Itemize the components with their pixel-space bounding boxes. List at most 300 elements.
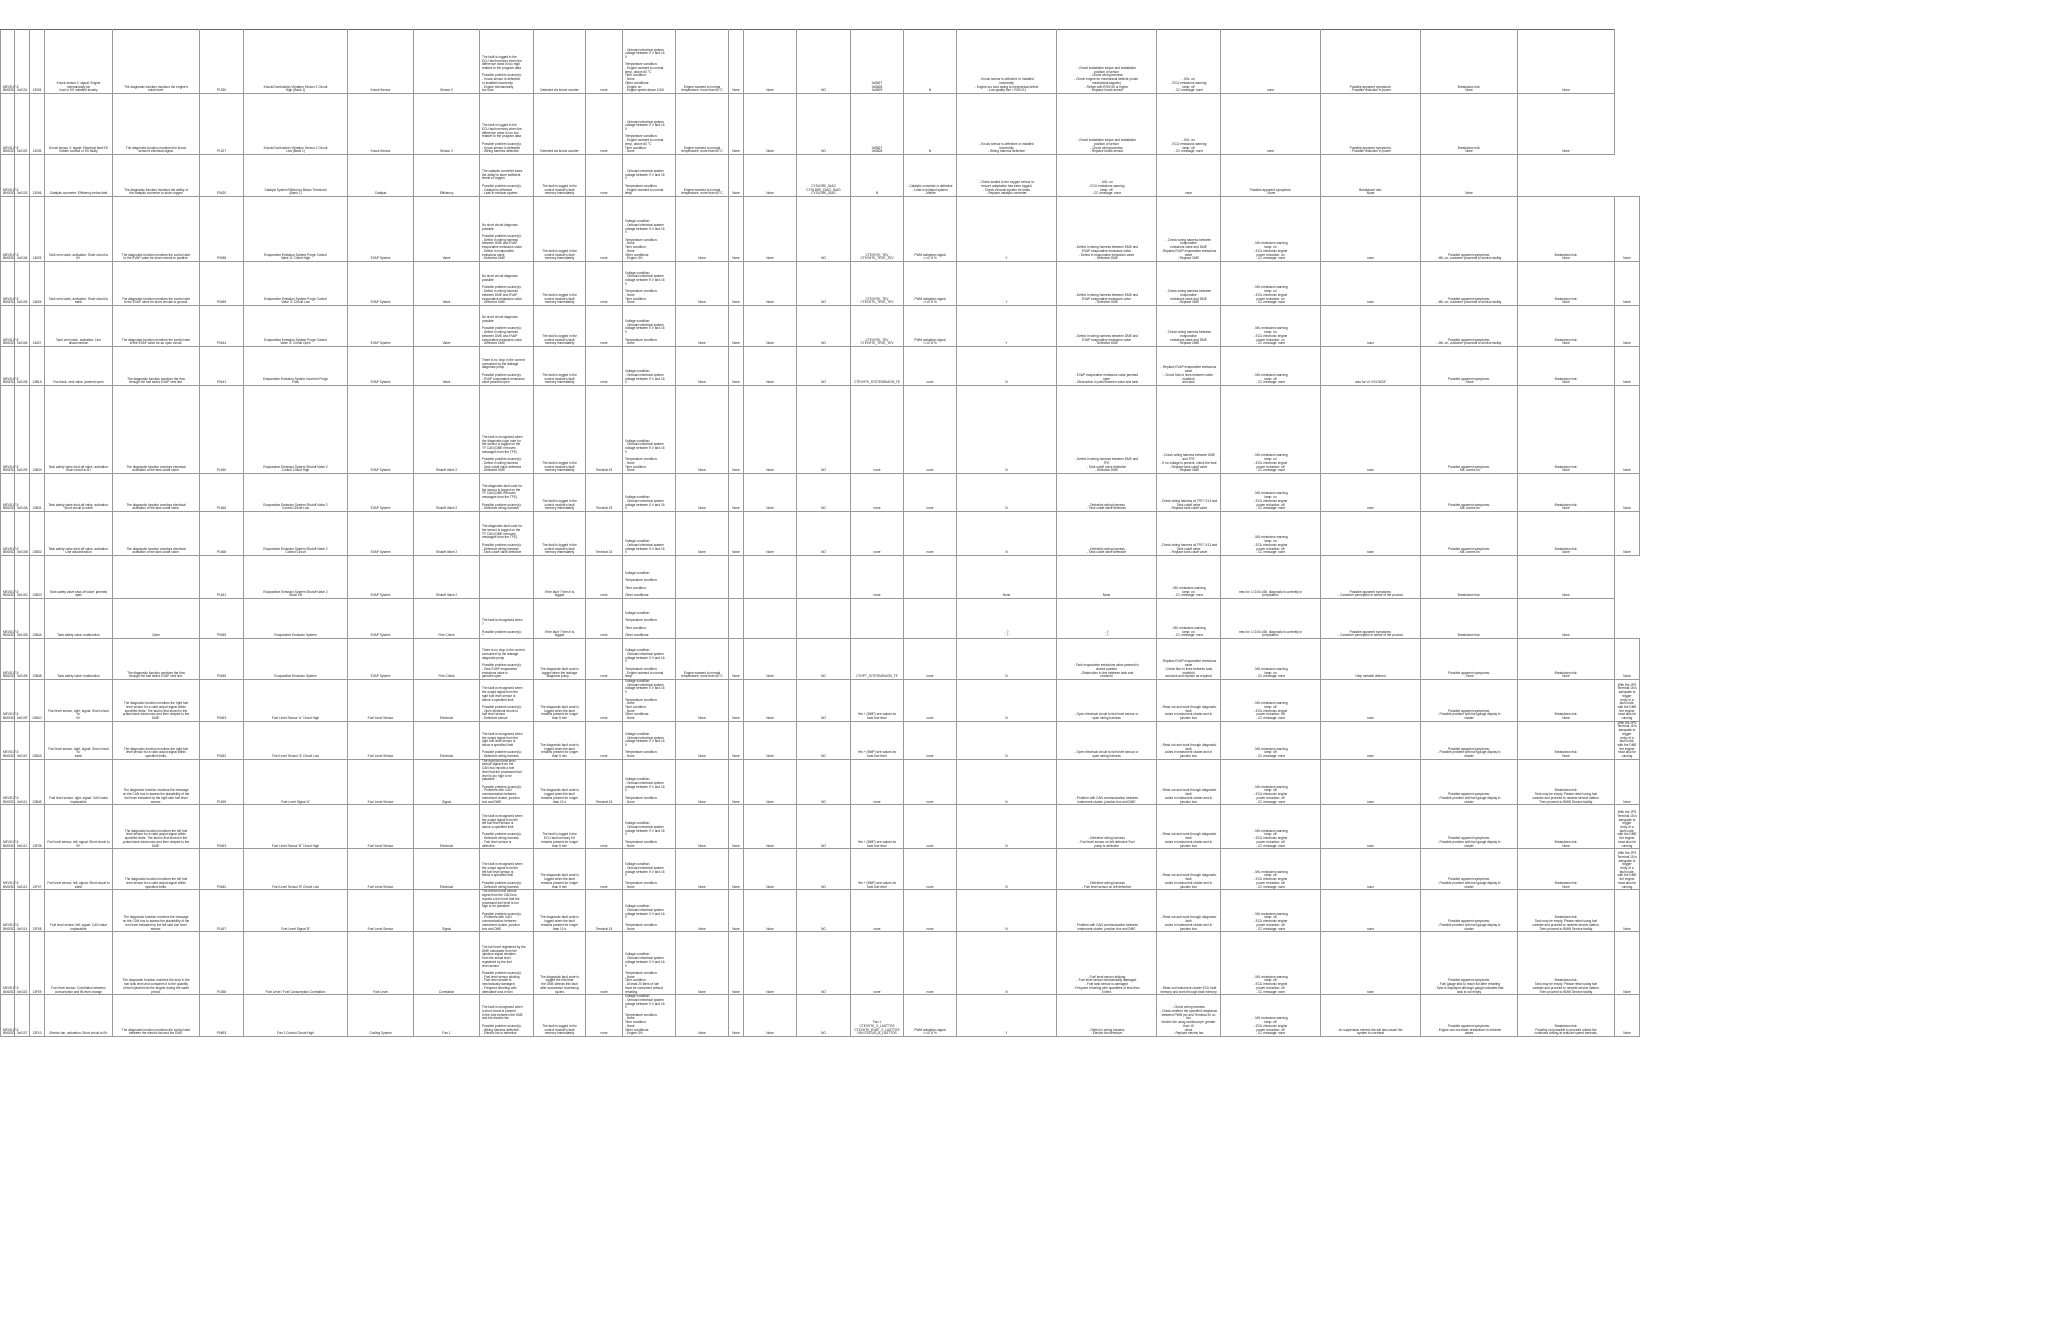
table-cell[interactable]: 13626 (30, 262, 45, 306)
table-cell[interactable]: - Tank evaporative emissions valve jammed in closed position - Obstruction in line between tank and manifold (1057, 639, 1157, 680)
table-cell[interactable]: 13F08 (30, 890, 45, 932)
table-cell[interactable]: 0x0103 (15, 155, 30, 197)
table-cell[interactable]: The fault is logged in the control module's fault memory immediately (534, 262, 586, 306)
table-cell[interactable]: 0x0112 (15, 805, 30, 849)
table-cell[interactable]: Voltage condition: - Onboard electrical system voltage between 9 V and 16 V Temperature condition: - None (623, 805, 676, 849)
table-cell[interactable]: The diagnostic function monitors the engine's noise level. (113, 30, 200, 94)
table-cell[interactable]: - Knock sensor is defective or installed incorrectly - Wiring harness defective (957, 94, 1057, 155)
table-cell[interactable]: None (1615, 639, 1640, 680)
table-cell[interactable]: The fault is logged in the control module's fault memory immediately (534, 474, 586, 512)
table-cell[interactable]: P1450 (200, 386, 244, 474)
table-cell[interactable]: None (1518, 94, 1615, 155)
table-cell[interactable]: With the JPS Terminal 15 is adequate to trigger entry of a fault code, with the DME the engine must also be running (1615, 849, 1640, 890)
table-cell[interactable]: The diagnostic fault code is logged when the fault remains present for longer than 5 min (534, 721, 586, 759)
table-cell[interactable]: P1466 (200, 474, 244, 512)
table-cell[interactable]: - MIL: on - ECU emissions warning lamp: off - CC message: none (1157, 94, 1221, 155)
table-cell[interactable]: 13B4E (30, 759, 45, 804)
table-cell[interactable] (729, 599, 744, 639)
table-cell[interactable]: NO (797, 94, 851, 155)
table-cell[interactable]: The fault is recognized when a short circuit is present in the wire between the DME and the electric fan Possible problem source(s): - Wiring harness defective - Electric fan is defective (480, 995, 534, 1037)
table-cell[interactable]: EVAP System (348, 262, 414, 306)
table-cell[interactable]: If the fault ? then it is logged (534, 599, 586, 639)
table-cell[interactable]: Fuel Level Signal 'A' (244, 759, 348, 804)
table-cell[interactable]: none (904, 932, 957, 995)
table-cell[interactable]: none (1221, 94, 1321, 155)
table-cell[interactable]: PWM activation signal >=47.8 % (904, 995, 957, 1037)
table-cell[interactable]: - Defect in wiring harness between DME and TFE - Tank cutoff valve defective - Defective DME (1057, 386, 1157, 474)
table-cell[interactable]: Voltage condition: - Onboard electrical system voltage between 9 V and 16 V Temperature condition: - None Time condition: - None (623, 386, 676, 474)
table-cell[interactable]: none (851, 556, 904, 599)
table-cell[interactable]: Possible apparent symptoms: - MIL comes on (1421, 474, 1518, 512)
table-cell[interactable]: NO (797, 197, 851, 262)
table-cell[interactable]: none (1321, 197, 1421, 262)
table-cell[interactable]: None (1615, 759, 1640, 804)
table-cell[interactable]: 13005 (30, 94, 45, 155)
table-cell[interactable]: - ? - ? (957, 599, 1057, 639)
table-cell[interactable]: Engine warmed to normal temperature, more than 60°C (676, 155, 729, 197)
table-cell[interactable]: None (1615, 890, 1640, 932)
table-cell[interactable]: Correlation (414, 932, 480, 995)
table-cell[interactable]: N (957, 347, 1057, 386)
table-cell[interactable]: none (586, 599, 623, 639)
table-cell[interactable]: - Check wiring harness at TFE? X13 and Tank cutoff valve - Replace tank cutoff valve (1157, 474, 1221, 512)
table-cell[interactable]: none (851, 932, 904, 995)
table-cell[interactable]: None (744, 262, 797, 306)
table-cell[interactable]: 0x0111 (15, 759, 30, 804)
table-cell[interactable]: Y (957, 262, 1057, 306)
table-cell[interactable]: Breakdown risk: None (1421, 94, 1518, 155)
table-cell[interactable]: Voltage condition: - Onboard electrical system voltage between 9 V and 16 V Temperature condition: - Engine warmed to normal temp (623, 639, 676, 680)
table-cell[interactable]: - Defective wiring harness - Fuel level sensor on left defective Fuel pump is defective (1057, 805, 1157, 849)
table-cell[interactable]: None (1615, 995, 1640, 1037)
table-cell[interactable]: 0x0110 (15, 721, 30, 759)
table-cell[interactable]: Voltage condition: - Onboard electrical system voltage between 9 V and 16 V (623, 474, 676, 512)
table-cell[interactable]: Fuel Level (348, 932, 414, 995)
table-cell[interactable]: CTEVHTK_TEV CTEVHTK_TEVE_TEV (851, 306, 904, 347)
table-cell[interactable]: Shutoff Valve 2 (414, 386, 480, 474)
table-cell[interactable]: - MIL emissions warning lamp: on - ECU electronic engine power reduction: off - CC message: none (1221, 386, 1321, 474)
table-cell[interactable]: 13B4C (30, 680, 45, 722)
table-cell[interactable]: - Defect in wiring harness between DME and EVAP evaporative emissions valve - Defective DME (1057, 262, 1157, 306)
table-cell[interactable]: P0459 (200, 262, 244, 306)
table-cell[interactable]: 13F07 (30, 849, 45, 890)
table-cell[interactable]: 0x0108 (15, 347, 30, 386)
table-cell[interactable]: The diagnostic function monitors the left fuel level sensor for a valid output signal within specified limits. The fault is first stored in the protect tank electronics and then relayed to the DME. (113, 805, 200, 849)
table-cell[interactable]: - MIL emissions warning lamp: off - CC message: none (1221, 347, 1321, 386)
table-cell[interactable]: No short circuit diagnosis possible Possible problem source(s): - Defect in wiring harness between DME and EVAP evaporative emissions valve - Defective DME (480, 306, 534, 347)
table-cell[interactable]: NO (797, 932, 851, 995)
table-cell[interactable]: Breakdown risk: None (1518, 680, 1615, 722)
table-cell[interactable]: - Read out and work through diagnostic fault codes in instrument cluster and in junction box (1157, 805, 1221, 849)
table-cell[interactable]: Knock Sensor (348, 30, 414, 94)
table-cell[interactable]: None (729, 512, 744, 556)
table-cell[interactable]: Possible apparent symptoms: - Possible problem with fuel gauge display in cluster (1421, 890, 1518, 932)
table-cell[interactable]: Possible apparent symptoms: - Possible reduction in power (1321, 30, 1421, 94)
table-cell[interactable]: The diagnostic fault code is logged when the fault remains present for longer than 10 s (534, 890, 586, 932)
table-cell[interactable]: The fault is logged in the control module's fault memory immediately (534, 197, 586, 262)
table-cell[interactable]: Voltage condition: Temperature condition: Time condition: Other conditions: (623, 599, 676, 639)
table-cell[interactable]: Yes + (BMP) see values for tank fuel level (851, 721, 904, 759)
table-cell[interactable]: None (744, 306, 797, 347)
table-cell[interactable]: None (729, 347, 744, 386)
table-cell[interactable]: Fine Check (414, 639, 480, 680)
table-cell[interactable] (480, 556, 534, 599)
table-cell[interactable]: The fault is recognized when the output signal from the right fuel level sensor is below a specified limit Possible problem source(s): - Defective wiring harness (480, 721, 534, 759)
table-cell[interactable]: N (957, 721, 1057, 759)
table-cell[interactable]: - Check wiring harness between evaporative emissions valve and DME - Replace DME (1157, 262, 1221, 306)
table-cell[interactable]: Breakdown risk: Tank may be empty. Please refuel using fuel canister and proceed to nearest service station. Then proceed to BMW Service facility. (1518, 890, 1615, 932)
table-cell[interactable]: Evaporative Emission System (244, 599, 348, 639)
table-cell[interactable]: 13627 (30, 306, 45, 347)
table-cell[interactable]: None (729, 890, 744, 932)
table-cell[interactable]: None (1615, 512, 1640, 556)
table-cell[interactable]: NO (797, 306, 851, 347)
table-cell[interactable]: None (729, 474, 744, 512)
table-cell[interactable]: none (1321, 306, 1421, 347)
table-cell[interactable]: - MIL emissions warning lamp: off - ECU electronic engine power reduction: off - CC message: none (1221, 759, 1321, 804)
table-cell[interactable]: none (1321, 849, 1421, 890)
table-cell[interactable]: Possible apparent symptoms: - Possible problem with fuel gauge display in cluster (1421, 680, 1518, 722)
table-cell[interactable]: None (676, 474, 729, 512)
table-cell[interactable]: 0x0115 (15, 932, 30, 995)
table-cell[interactable]: - Defective wiring harness - Tank cutoff valve defective (1057, 474, 1157, 512)
table-cell[interactable]: None (744, 94, 797, 155)
table-cell[interactable]: Possible apparent symptoms: - Customer perception in sense of the product (1321, 556, 1421, 599)
table-cell[interactable]: new for 1.10.00.450, diagnosis is currently in preparation (1221, 599, 1321, 639)
table-cell[interactable]: None (676, 805, 729, 849)
table-cell[interactable]: The diagnostic fault code for the sensor is logged on the TF CAN (DME removes messages from the TFE) Possible problem source(s): - Defective wiring harness (480, 474, 534, 512)
table-cell[interactable]: Fuel level sensor, left, signal: Short circuit to earth (45, 849, 113, 890)
table-cell[interactable]: The fuel level registered by the DME calculated from the injection signal deviates from the actual level registered by the fuel level sensor Possible problem source(s): - Fuel level sensor sticking - Fuel level sender is mechanically damaged - Frequent refueling with detectable loss in fuel (480, 932, 534, 995)
table-cell[interactable]: NO (797, 262, 851, 306)
table-cell[interactable]: None (744, 386, 797, 474)
table-cell[interactable]: - Defect in wiring harness between DME and EVAP evaporative emissions valve - Defect in evaporative emissions valve - Defective DME (1057, 197, 1157, 262)
table-cell[interactable]: Breakdown risk: None (1518, 805, 1615, 849)
table-cell[interactable]: none (851, 890, 904, 932)
table-cell[interactable]: Possible apparent symptoms: - Possible problem with fuel gauge display in cluster (1421, 849, 1518, 890)
table-cell[interactable]: Fuel Level Sensor 'A' Circuit Low (244, 721, 348, 759)
table-cell[interactable]: EVAP System (348, 474, 414, 512)
table-cell[interactable]: Detected via knock counter (534, 94, 586, 155)
table-cell[interactable]: Breakdown risk: None (1518, 347, 1615, 386)
table-cell[interactable]: None (729, 30, 744, 94)
table-cell[interactable]: Possible apparent symptoms: - MIL on, customer proceeds to service facility (1421, 306, 1518, 347)
table-cell[interactable]: none (904, 512, 957, 556)
table-cell[interactable]: The fault is recognized when ? Possible problem source(s): ? (480, 599, 534, 639)
table-cell[interactable]: None (729, 759, 744, 804)
table-cell[interactable]: Engine warmed to normal temperature, more than 60°C (676, 30, 729, 94)
table-cell[interactable]: - EVAP evaporative emissions valve jammed open - Obstruction in path between valve and tank (1057, 347, 1157, 386)
table-cell[interactable]: none (904, 805, 957, 849)
table-cell[interactable]: Breakdown risk: Tank may be empty. Please refuel using fuel canister and proceed to nearest service station. Then proceed to BMW Service facility. (1518, 932, 1615, 995)
table-cell[interactable]: Voltage condition: - Onboard electrical system voltage between 9 V and 16 V Temperature condition: - None Time condition: - None (623, 262, 676, 306)
table-cell[interactable]: 13004 (30, 30, 45, 94)
table-cell[interactable]: Engine warmed to normal temperature, more than 60°C (676, 94, 729, 155)
table-cell[interactable]: - MIL: on - ECU emissions warning lamp: off - CC message: none (1157, 30, 1221, 94)
table-cell[interactable]: CTEVHTK_TEV CTEVHTK_TEVE_TEV (851, 197, 904, 262)
table-cell[interactable]: No short circuit diagnosis possible Possible problem source(s): - Defect in wiring harness between DME and EVAP evaporative emissions valve - Defective DME (480, 262, 534, 306)
table-cell[interactable]: None (1518, 556, 1615, 599)
table-cell[interactable]: none (1157, 155, 1221, 197)
table-cell[interactable]: Breakdown risk: (1421, 556, 1518, 599)
table-cell[interactable]: MEVD17.5 BMGSD (1, 262, 15, 306)
table-cell[interactable]: The diagnostic function monitors the flow through the fuel tank's EVAP vent line. (113, 347, 200, 386)
table-cell[interactable]: Possible apparent symptoms: - Possible reduction in power (1321, 94, 1421, 155)
table-cell[interactable]: NO (797, 890, 851, 932)
table-cell[interactable]: The left fuel level sensor signal from the CAN bus reports a fuel level that the processed fuel level is too high to be plausible Possible problem source(s): - Problems with CAN communication between instrument cluster, junction box and DME (480, 890, 534, 932)
table-cell[interactable]: Signal (414, 759, 480, 804)
table-cell[interactable]: NO (797, 805, 851, 849)
table-cell[interactable]: With the JPS Terminal 15 is adequate to trigger entry of a fault code, with the DME the engine must also be running (1615, 805, 1640, 849)
table-cell[interactable]: Y (957, 197, 1057, 262)
table-cell[interactable]: P1468 (200, 512, 244, 556)
table-cell[interactable]: EVAP System (348, 599, 414, 639)
table-cell[interactable]: Knock/Combustion Vibration Sensor 2 Circuit High (Bank 1) (244, 30, 348, 94)
table-cell[interactable]: Electric fan, activation: Short circuit to B+ (45, 995, 113, 1037)
table-cell[interactable] (797, 599, 851, 639)
table-cell[interactable]: 13F10 (30, 995, 45, 1037)
table-cell[interactable]: The fault is logged in the ECU fault memory when the difference noise is too low relative to the program data Possible problem source(s): - Knock sensor is defective - Wiring harness defective (480, 94, 534, 155)
table-cell[interactable]: Tank safety valve shut-off valve: jammed open (45, 556, 113, 599)
table-cell[interactable]: - Check wiring harness - Check whether the specified resistance between PWM pin and Terminal 30 on fan electric fan using oscilloscope; greater than 15 ohms - Replace electric fan (1157, 995, 1221, 1037)
table-cell[interactable]: none (586, 94, 623, 155)
table-cell[interactable]: The diagnostic function monitors the flow through the fuel tank's EVAP vent line. (113, 639, 200, 680)
table-cell[interactable]: Tank vent valve, activation: Line disconnection (45, 306, 113, 347)
table-cell[interactable]: Tank vent valve, activation: Short circuit to earth (45, 262, 113, 306)
table-cell[interactable]: Fuel Level Sensor 'B' Circuit High (244, 805, 348, 849)
table-cell[interactable]: None (744, 932, 797, 995)
table-cell[interactable]: Fuel level sensor, left, signal: Short circuit to B+ (45, 805, 113, 849)
table-cell[interactable]: Evaporative Emission System Shutoff Valve 2 Stuck Off (244, 556, 348, 599)
table-cell[interactable]: 0x0109 (15, 386, 30, 474)
table-cell[interactable]: None (729, 849, 744, 890)
table-cell[interactable]: 0x0102 (15, 94, 30, 155)
table-cell[interactable]: None (744, 680, 797, 722)
table-cell[interactable]: NO (797, 512, 851, 556)
table-cell[interactable]: P0441 (200, 347, 244, 386)
table-cell[interactable]: None (729, 262, 744, 306)
table-cell[interactable]: Fuel level sensor, right, signal: Short circuit to B+ (45, 680, 113, 722)
table-cell[interactable]: 0x010B (15, 512, 30, 556)
table-cell[interactable]: Breakdown risk: Tank may be empty. Please refuel using fuel canister and proceed to nearest service station. Then proceed to BMW Service facility. (1518, 759, 1615, 804)
table-cell[interactable]: There is no drop in the current consumed by the leakage diagnosis pump Possible problem source(s): - Tank EVAP evaporative emissions valve is jammed open (480, 639, 534, 680)
table-cell[interactable]: - Open electrical circuit to fuel level sensor or open wiring harness (1057, 721, 1157, 759)
table-cell[interactable]: The catalytic converter loses the ability to store sufficient levels of oxygen Possible problem source(s): - Catalyst is defective - Leak in exhaust system (480, 155, 534, 197)
table-cell[interactable]: none (851, 759, 904, 804)
table-cell[interactable]: 0x010D (15, 599, 30, 639)
table-cell[interactable]: None (1615, 306, 1640, 347)
table-cell[interactable]: N (904, 94, 957, 155)
table-cell[interactable]: CYSLDRK_DIAG CYSLDRK_DIAG_DIAG CYSLDRK_DIAG (797, 155, 851, 197)
table-cell[interactable]: Fuel Level Signal 'B' (244, 890, 348, 932)
table-cell[interactable]: 0x0106 (15, 306, 30, 347)
table-cell[interactable]: MEVD17.5 BMGSD (1, 639, 15, 680)
table-cell[interactable]: Evaporative Emission System (244, 639, 348, 680)
table-cell[interactable]: With the JPS Terminal 15 is adequate to trigger entry of a fault code, with the DME the engine must also be running (1615, 721, 1640, 759)
table-cell[interactable]: MEVD17.5 BMGSD (1, 932, 15, 995)
table-cell[interactable]: 13625 (30, 197, 45, 262)
table-cell[interactable]: - Open electrical circuit to fuel level sensor or open wiring harness (1057, 680, 1157, 722)
table-cell[interactable]: P0462 (200, 721, 244, 759)
table-cell[interactable]: - Fuel level sensor sticking - Fuel level sensor mechanically damaged - Fuel tank sensor is damaged - Frequent refueling with quantities of less than 5 liters (1057, 932, 1157, 995)
table-cell[interactable]: Terminal 15 (586, 474, 623, 512)
table-cell[interactable]: The diagnostic function monitors electrical activation of the tank cutoff valve. (113, 474, 200, 512)
table-cell[interactable]: The diagnostic function monitors the control wire to the EVAP valve for short circuits to ground. (113, 262, 200, 306)
table-cell[interactable]: None (957, 556, 1057, 599)
table-cell[interactable]: The diagnostic function monitors the control wire between the electric fan and the DME. (113, 995, 200, 1037)
table-cell[interactable]: PWM activation signal >=47.8 % (904, 262, 957, 306)
table-cell[interactable]: none (1321, 932, 1421, 995)
table-cell[interactable]: P1327 (200, 94, 244, 155)
table-cell[interactable]: 0x0107 (15, 995, 30, 1037)
table-cell[interactable]: N (957, 639, 1057, 680)
table-cell[interactable]: - MIL emissions warning lamp: on - ECU electronic engine power reduction: on - CC message: none (1221, 197, 1321, 262)
table-cell[interactable]: none (586, 155, 623, 197)
table-cell[interactable]: Fuel Level / Fuel Consumption Correlation (244, 932, 348, 995)
table-cell[interactable]: Breakdown risk: Possibly not possible to proceed unless the continued driving at reduced speed intervals. (1518, 995, 1615, 1037)
table-cell[interactable]: 13B4B (30, 639, 45, 680)
table-cell[interactable]: MEVD17.5 BMGSD (1, 556, 15, 599)
table-cell[interactable]: The fault is logged in the ECU fault memory if it remains present for longer than 5 min (534, 805, 586, 849)
table-cell[interactable]: Fuel Level Sensor (348, 721, 414, 759)
table-cell[interactable]: - MIL emissions warning lamp: off - ECU electronic engine power reduction: off - CC message: none (1221, 680, 1321, 722)
table-cell[interactable]: - Defect in wiring harness between DME and EVAP evaporative emissions valve - Defective DME (1057, 306, 1157, 347)
table-cell[interactable]: Voltage condition: - Onboard electrical system voltage between 9 V and 16 V Temperature condition: - None Time condition: - None Other conditions: - Engine ON (623, 197, 676, 262)
table-cell[interactable]: 0x010E (15, 639, 30, 680)
table-cell[interactable]: None (676, 197, 729, 262)
table-cell[interactable]: Tank safety valve shut-off valve, activation: Short circuit to earth (45, 474, 113, 512)
table-cell[interactable]: CTEVHTK_SYSTEMDIAGN_TE (851, 347, 904, 386)
table-cell[interactable] (676, 556, 729, 599)
table-cell[interactable]: - Replace EVAP evaporative emissions valve - Check flow in lines between valve, manifold and tank (1157, 347, 1221, 386)
table-cell[interactable]: - MIL emissions warning lamp: off - ECU electronic engine power reduction: off - CC message: none (1221, 805, 1321, 849)
table-cell[interactable]: Evaporative Emission System Purge Control Valve 'A' Circuit Low (244, 262, 348, 306)
table-cell[interactable]: - MIL emissions warning lamp: off - ECU electronic engine power reduction: off - CC message: none (1221, 890, 1321, 932)
table-cell[interactable]: None (744, 639, 797, 680)
table-cell[interactable]: Tank safety valve: malfunction (45, 639, 113, 680)
table-cell[interactable]: CTHPT_SYSTEMDIAGN_TE (851, 639, 904, 680)
table-cell[interactable]: Fuel Level Sensor (348, 890, 414, 932)
table-cell[interactable]: 0x5827 0x5828 0x5829 (851, 30, 904, 94)
table-cell[interactable]: P0455 (200, 639, 244, 680)
table-cell[interactable]: - MIL emissions warning lamp: on - CC message: none (1157, 599, 1221, 639)
table-cell[interactable]: none (904, 759, 957, 804)
table-cell[interactable]: none (586, 721, 623, 759)
table-cell[interactable] (744, 556, 797, 599)
table-cell[interactable]: - Read out and work through diagnostic fault codes in instrument cluster and in junction box (1157, 890, 1221, 932)
table-cell[interactable]: none (1221, 30, 1321, 94)
table-cell[interactable]: none (904, 474, 957, 512)
table-cell[interactable] (797, 556, 851, 599)
table-cell[interactable]: The fault is logged in the control module's fault memory immediately (534, 386, 586, 474)
table-cell[interactable]: The diagnostic fault code is logged when the fault remains present for longer than 5 min (534, 680, 586, 722)
table-cell[interactable]: Valve (414, 262, 480, 306)
table-cell[interactable]: With the JPS Terminal 15 is adequate to trigger entry of a fault code, with the DME the engine must also be running (1615, 680, 1640, 722)
table-cell[interactable]: Fuel Level Sensor (348, 680, 414, 722)
table-cell[interactable] (113, 556, 200, 599)
table-cell[interactable]: - Defective wiring harness - Fuel level sensor on left defective (1057, 849, 1157, 890)
table-cell[interactable]: MEVD17.5 BMGSD (1, 474, 15, 512)
table-cell[interactable]: Fuel tank, vent valve: jammed open (45, 347, 113, 386)
table-cell[interactable]: MEVD17.5 BMGSD (1, 306, 15, 347)
table-cell[interactable]: The diagnostic fault code is logged when the fault remains present for longer than 10 s (534, 759, 586, 804)
table-cell[interactable]: none (904, 890, 957, 932)
table-cell[interactable]: MEVD17.5 BMGSD (1, 890, 15, 932)
table-cell[interactable]: 0x0105 (15, 262, 30, 306)
table-cell[interactable]: Possible apparent symptoms: - Possible problem with fuel gauge display in cluster (1421, 721, 1518, 759)
table-cell[interactable]: Sensor 2 (414, 94, 480, 155)
table-cell[interactable]: none (1321, 512, 1421, 556)
table-cell[interactable]: The fault is recognized when the output signal from the left fuel level sensor is below a specified limit Possible problem source(s): - Defective wiring harness (480, 849, 534, 890)
table-cell[interactable]: MEVD17.5 BMGSD (1, 347, 15, 386)
table-cell[interactable]: MEVD17.5 BMGSD (1, 386, 15, 474)
table-cell[interactable]: Electrical (414, 721, 480, 759)
table-cell[interactable]: Voltage condition: - Onboard electrical system voltage between 9 V and 16 V Temperature condition: - None (623, 306, 676, 347)
table-cell[interactable]: Yes + (BMP) see values for tank fuel level (851, 680, 904, 722)
table-cell[interactable]: The fault is logged in the control module's fault memory immediately (534, 155, 586, 197)
table-cell[interactable]: EVAP System (348, 639, 414, 680)
table-cell[interactable]: The diagnostic fault code for the sensor is logged on the TF CAN (DME removes messages from the TFE) Possible problem source(s): - Defective wiring harness - Tank cutoff valve defective (480, 512, 534, 556)
table-cell[interactable]: None (729, 805, 744, 849)
table-cell[interactable]: - MIL emissions warning lamp: off - ECU electronic engine power reduction: off - CC message: none (1221, 932, 1321, 995)
table-cell[interactable]: Shutoff Valve 2 (414, 512, 480, 556)
table-cell[interactable]: None (1518, 30, 1615, 94)
table-cell[interactable]: Evaporative Emission System Shutoff Valve 2 Control Circuit (244, 512, 348, 556)
table-cell[interactable]: None (1615, 262, 1640, 306)
table-cell[interactable]: Knock sensor 2: signal: Engine mechanically far loud or KS installed loosely (45, 30, 113, 94)
table-cell[interactable]: EVAP System (348, 386, 414, 474)
table-cell[interactable]: Signal (414, 890, 480, 932)
table-cell[interactable]: Electrical (414, 849, 480, 890)
table-cell[interactable]: None (729, 680, 744, 722)
table-cell[interactable]: None (676, 759, 729, 804)
table-cell[interactable]: Tank safety valve shut-off valve, activation: Short circuit to B+ (45, 386, 113, 474)
table-cell[interactable]: Possible apparent symptoms: - Customer perception in sense of the product (1321, 599, 1421, 639)
table-cell[interactable]: MEVD17.5 BMGSD (1, 759, 15, 804)
table-cell[interactable]: The fault is logged in the control module's fault memory immediately (534, 347, 586, 386)
table-cell[interactable]: - Knock sensor is defective or installed incorrectly - Engine too loud owing to mechanical defect - Low quality fuel < RON 91 (957, 30, 1057, 94)
table-cell[interactable]: Tank safety valve: malfunction (45, 599, 113, 639)
table-cell[interactable]: Open (113, 599, 200, 639)
table-cell[interactable]: P0455 (200, 599, 244, 639)
table-cell[interactable]: none (586, 30, 623, 94)
table-cell[interactable]: None (744, 759, 797, 804)
table-cell[interactable]: - MIL emissions warning lamp: on - ECU electronic engine power reduction: on - CC message: none (1221, 306, 1321, 347)
table-cell[interactable]: N (957, 512, 1057, 556)
table-cell[interactable]: The diagnostic function monitors the message on the CAN bus to assess the plausibility of the fuel level indicated by the left side fuel level sensor. (113, 890, 200, 932)
table-cell[interactable]: None (1615, 347, 1640, 386)
table-cell[interactable]: Possible apparent symptoms: - Possible problem with fuel gauge display in cluster (1421, 759, 1518, 804)
table-cell[interactable]: Fuel level sensor, right, signal: Short circuit to earth (45, 721, 113, 759)
table-cell[interactable]: N (957, 386, 1057, 474)
table-cell[interactable]: There is no drop in the current consumed by the leakage diagnosis pump Possible problem source(s): - EVAP evaporative emissions valve jammed open (480, 347, 534, 386)
table-cell[interactable]: Fine Check (414, 599, 480, 639)
table-cell[interactable]: Possible apparent symptoms: - Possible problem with fuel gauge display in cluster (1421, 805, 1518, 849)
table-cell[interactable]: none (586, 639, 623, 680)
table-cell[interactable]: The diagnostic function monitors the control wire to the EVAP valve for an open circuit. (113, 306, 200, 347)
table-cell[interactable]: none (1321, 680, 1421, 722)
table-cell[interactable]: - MIL emissions warning lamp: on - ECU electronic engine power reduction: off - CC message: none (1221, 474, 1321, 512)
table-cell[interactable]: None (676, 262, 729, 306)
table-cell[interactable]: 0x010C (15, 556, 30, 599)
table-cell[interactable]: None (676, 849, 729, 890)
table-cell[interactable]: - Read out and work through diagnostic fault codes in instrument cluster and in junction box (1157, 680, 1221, 722)
table-cell[interactable]: - MIL emissions warning lamp: on - ECU electronic engine power reduction: on - CC message: none (1221, 262, 1321, 306)
table-cell[interactable]: None (744, 155, 797, 197)
table-cell[interactable]: none (586, 849, 623, 890)
table-cell[interactable]: none (586, 932, 623, 995)
table-cell[interactable]: none (1321, 721, 1421, 759)
